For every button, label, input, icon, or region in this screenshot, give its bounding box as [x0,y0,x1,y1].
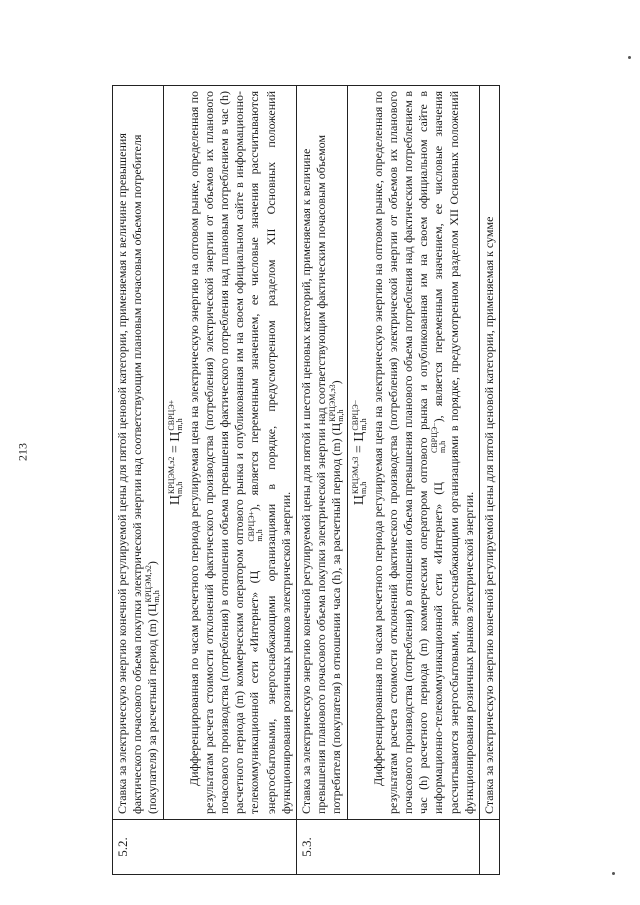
body-price-superscript: СВРЦЭ+ [246,510,256,542]
price-superscript: КРЦЭМ,э2 [144,565,154,603]
formula-right-superscript: СВРЦЭ− [350,399,360,431]
row-number-empty [480,820,500,875]
rotated-page-content [112,85,592,875]
formula-equals: = [168,445,184,454]
scan-artifact-dot [612,872,615,875]
table-row [296,86,347,875]
row-body-text [371,91,477,814]
formula-right-subscript: m,h [175,418,185,431]
price-subscript: m,h [152,590,162,603]
row-body-cell [164,86,296,820]
formula-left-subscript: m,h [175,481,185,494]
body-text-after: ), является переменным значением, ее числовые значения рассчитываются энергосбытовыми, энергоснабжающими организациями в порядке, предусмотренном разделом XII Основных положений функционирования розничных рынков электрической энергии. [247,91,293,814]
formula-left-superscript: КРЦЭМ,э2 [167,456,177,494]
table-row [113,86,164,875]
tariff-table [112,85,500,875]
row-heading: Ставка за электрическую энергию конечной регулируемой цены для пятой и шестой ценовых категорий, применяемая к величине превышения планового почасового объема покупки электрической энергии над соответствующим фактическим почасовым объемом потребителя (покупателя) в отношении часа (h), за расчетный период (m) (Ц КРЦЭМ,э3 m,h ) [298,134,345,814]
price-symbol: Ц [145,603,159,613]
page-number: 213 [15,443,30,461]
formula [352,91,368,814]
price-superscript: КРЦЭМ,э3 [327,384,337,422]
body-price-symbol: Ц [247,570,262,580]
row-heading-cell [113,86,164,820]
row-body-text [187,91,293,814]
formula-right-superscript: СВРЦЭ+ [167,399,177,431]
formula [168,91,184,814]
table-row [164,86,296,875]
row-number: 5.2. [113,820,297,875]
row-number: 5.3. [296,820,480,875]
row-heading-text: Ставка за электрическую энергию конечной регулируемой цены для пятой ценовой категории, применяемая к величине превышения фактического почасового объема покупки электрической энергии над соответствующим плановым почасовым объемом потребителя (покупателя) за расчетный период (m) [115,133,159,814]
body-price-subscript: m,h [438,440,447,454]
row-heading-cell [480,86,500,820]
formula-left-superscript: КРЦЭМ,э3 [350,456,360,494]
price-symbol: Ц [328,422,343,432]
body-text-before: Дифференцированная по часам расчетного периода регулируемая цена на электрическую энергию на оптовом рынке, определенная по результатам расчета стоимости отклонений фактического производства (потребления) электрической энергии от объемов их планового почасового производства (потребления) в отношении объема превышения планового объема потребления над фактическим потреблением в час (h) расчетного периода (m) коммерческим оператором оптового рынка и опубликованная им на своем официальном сайте в информационно-телекоммуникационной сети «Интернет» ( [370,91,445,814]
body-price-symbol: Ц [430,482,445,491]
body-price-superscript: СВРЦЭ− [430,422,439,454]
row-heading-text: Ставка за электрическую энергию конечной регулируемой цены для пятой и шестой ценовых категорий, применяемая к величине превышения планового почасового объема покупки электрической энергии над соответствующим фактическим почасовым объемом потребителя (покупателя) в отношении часа (h), за расчетный период (m) [298,134,343,814]
row-heading-truncated: Ставка за электрическую энергию конечной регулируемой цены для пятой ценовой категории, применяемая к сумме [482,216,496,814]
formula-left-subscript: m,h [358,481,368,494]
formula-right-symbol: Ц [168,431,184,442]
row-heading: Ставка за электрическую энергию конечной регулируемой цены для пятой ценовой категории, применяемая к величине превышения фактического почасового объема покупки электрической энергии над соответствующим плановым почасовым объемом потребителя (покупателя) за расчетный период (m) (Ц КРЦЭМ,э2 m,h ) [115,133,162,814]
formula-right-symbol: Ц [351,431,367,442]
formula-right-subscript: m,h [358,418,368,431]
body-text-after: ), является переменным значением, ее числовые значения рассчитываются энергосбытовыми, энергоснабжающими организациями в порядке, предусмотренном разделом XII Основных положений функционирования розничных рынков электрической энергии. [430,90,476,814]
formula-left-symbol: Ц [168,495,184,506]
scan-artifact-dot [628,56,631,59]
table-row [480,86,500,875]
row-heading-cell [296,86,347,820]
body-text-before: Дифференцированная по часам расчетного периода регулируемая цена на электрическую энергию на оптовом рынке, определенная по результатам расчета стоимости отклонений фактического производства (потребления) электрической энергии от объемов их планового почасового производства (потребления) в отношении объема превышения фактического потребления над плановым потреблением в час (h) расчетного периода (m) коммерческим оператором оптового рынка и опубликованная им на своем официальном сайте в информационно-телекоммуникационной сети «Интернет» ( [187,91,262,814]
formula-equals: = [351,445,367,454]
formula-left-symbol: Ц [351,495,367,506]
row-body-cell [347,86,479,820]
body-price-subscript: m,h [254,529,264,542]
table-row [347,86,479,875]
price-subscript: m,h [335,409,345,422]
